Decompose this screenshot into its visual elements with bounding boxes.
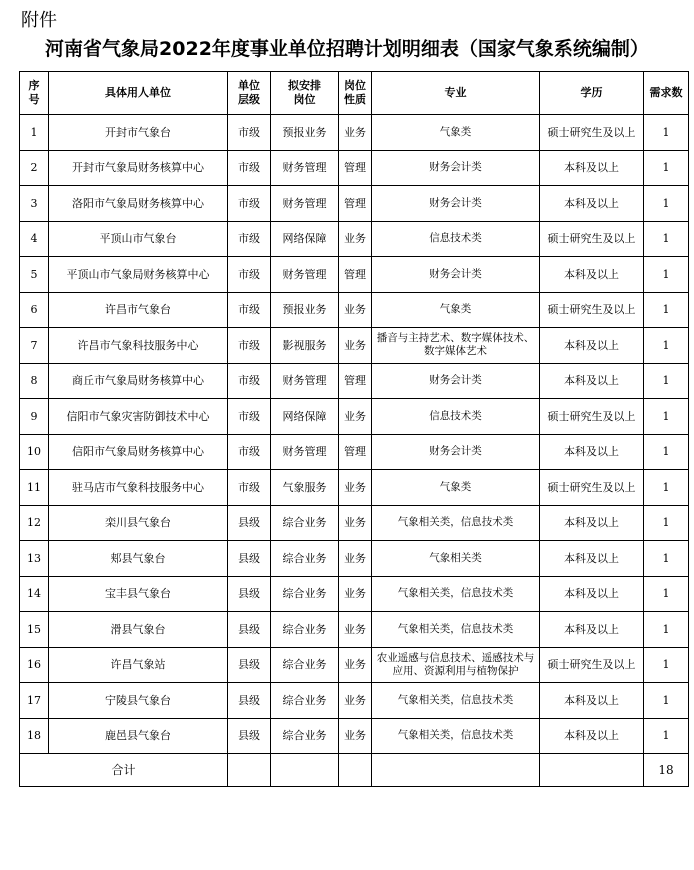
cell-edu: 硕士研究生及以上	[540, 399, 644, 435]
total-count: 18	[644, 754, 689, 787]
cell-level: 县级	[228, 505, 271, 541]
cell-count: 1	[644, 221, 689, 257]
cell-level: 县级	[228, 683, 271, 719]
cell-nature: 业务	[339, 541, 372, 577]
cell-level: 市级	[228, 328, 271, 364]
cell-level: 县级	[228, 541, 271, 577]
cell-major: 信息技术类	[372, 221, 540, 257]
cell-major: 农业遥感与信息技术、遥感技术与应用、资源利用与植物保护	[372, 647, 540, 683]
cell-level: 市级	[228, 434, 271, 470]
cell-nature: 业务	[339, 647, 372, 683]
cell-major: 财务会计类	[372, 363, 540, 399]
cell-major: 气象相关类，信息技术类	[372, 576, 540, 612]
cell-count: 1	[644, 186, 689, 222]
recruitment-table	[19, 71, 689, 787]
table-row	[20, 718, 689, 754]
cell-post: 财务管理	[271, 363, 339, 399]
cell-nature: 业务	[339, 718, 372, 754]
cell-unit: 许昌市气象台	[49, 292, 228, 328]
cell-post: 综合业务	[271, 683, 339, 719]
cell-unit: 平顶山市气象台	[49, 221, 228, 257]
cell-unit: 栾川县气象台	[49, 505, 228, 541]
cell-post: 财务管理	[271, 434, 339, 470]
cell-post: 财务管理	[271, 186, 339, 222]
cell-level: 市级	[228, 150, 271, 186]
cell-count: 1	[644, 399, 689, 435]
cell-unit: 开封市气象台	[49, 115, 228, 151]
cell-no: 18	[20, 718, 49, 754]
cell-count: 1	[644, 434, 689, 470]
cell-edu: 本科及以上	[540, 683, 644, 719]
cell-edu: 硕士研究生及以上	[540, 115, 644, 151]
cell-edu: 硕士研究生及以上	[540, 292, 644, 328]
table-row	[20, 186, 689, 222]
cell-unit: 开封市气象局财务核算中心	[49, 150, 228, 186]
table-row	[20, 470, 689, 506]
cell-major: 气象相关类	[372, 541, 540, 577]
cell-no: 17	[20, 683, 49, 719]
cell-nature: 业务	[339, 576, 372, 612]
table-row	[20, 399, 689, 435]
cell-level: 县级	[228, 647, 271, 683]
header-no: 序 号	[20, 72, 49, 115]
table-row	[20, 221, 689, 257]
header-major: 专业	[372, 72, 540, 115]
cell-no: 10	[20, 434, 49, 470]
total-empty-cell	[271, 754, 339, 787]
cell-level: 市级	[228, 363, 271, 399]
cell-no: 6	[20, 292, 49, 328]
total-empty-cell	[339, 754, 372, 787]
cell-edu: 本科及以上	[540, 541, 644, 577]
cell-unit: 商丘市气象局财务核算中心	[49, 363, 228, 399]
cell-count: 1	[644, 150, 689, 186]
cell-no: 1	[20, 115, 49, 151]
cell-post: 网络保障	[271, 221, 339, 257]
header-count: 需求数	[644, 72, 689, 115]
cell-post: 综合业务	[271, 541, 339, 577]
cell-major: 气象类	[372, 470, 540, 506]
cell-count: 1	[644, 505, 689, 541]
cell-unit: 洛阳市气象局财务核算中心	[49, 186, 228, 222]
cell-nature: 管理	[339, 150, 372, 186]
cell-no: 4	[20, 221, 49, 257]
total-label: 合计	[20, 754, 228, 787]
cell-unit: 许昌市气象科技服务中心	[49, 328, 228, 364]
header-edu: 学历	[540, 72, 644, 115]
cell-nature: 业务	[339, 683, 372, 719]
cell-post: 预报业务	[271, 292, 339, 328]
cell-post: 财务管理	[271, 150, 339, 186]
cell-count: 1	[644, 576, 689, 612]
attachment-label: 附件	[21, 10, 57, 31]
cell-nature: 管理	[339, 257, 372, 293]
cell-major: 财务会计类	[372, 257, 540, 293]
cell-no: 16	[20, 647, 49, 683]
cell-no: 5	[20, 257, 49, 293]
cell-edu: 硕士研究生及以上	[540, 221, 644, 257]
header-post: 拟安排 岗位	[271, 72, 339, 115]
cell-count: 1	[644, 257, 689, 293]
cell-no: 12	[20, 505, 49, 541]
cell-post: 网络保障	[271, 399, 339, 435]
cell-unit: 滑县气象台	[49, 612, 228, 648]
cell-edu: 硕士研究生及以上	[540, 647, 644, 683]
cell-post: 综合业务	[271, 612, 339, 648]
cell-post: 综合业务	[271, 576, 339, 612]
cell-nature: 业务	[339, 115, 372, 151]
cell-no: 3	[20, 186, 49, 222]
cell-unit: 平顶山市气象局财务核算中心	[49, 257, 228, 293]
cell-edu: 本科及以上	[540, 612, 644, 648]
cell-unit: 郏县气象台	[49, 541, 228, 577]
cell-count: 1	[644, 470, 689, 506]
table-row	[20, 612, 689, 648]
table-row	[20, 683, 689, 719]
cell-unit: 宁陵县气象台	[49, 683, 228, 719]
cell-no: 14	[20, 576, 49, 612]
cell-major: 财务会计类	[372, 434, 540, 470]
table-row	[20, 434, 689, 470]
cell-major: 信息技术类	[372, 399, 540, 435]
cell-level: 市级	[228, 221, 271, 257]
header-unit: 具体用人单位	[49, 72, 228, 115]
cell-level: 市级	[228, 186, 271, 222]
cell-edu: 本科及以上	[540, 257, 644, 293]
cell-no: 13	[20, 541, 49, 577]
cell-count: 1	[644, 683, 689, 719]
cell-level: 市级	[228, 470, 271, 506]
cell-nature: 业务	[339, 292, 372, 328]
table-row	[20, 115, 689, 151]
cell-count: 1	[644, 718, 689, 754]
cell-edu: 本科及以上	[540, 150, 644, 186]
cell-unit: 鹿邑县气象台	[49, 718, 228, 754]
table-row	[20, 292, 689, 328]
cell-level: 县级	[228, 612, 271, 648]
cell-count: 1	[644, 363, 689, 399]
cell-post: 影视服务	[271, 328, 339, 364]
cell-major: 播音与主持艺术、数字媒体技术、数字媒体艺术	[372, 328, 540, 364]
cell-no: 8	[20, 363, 49, 399]
page-title: 河南省气象局2022年度事业单位招聘计划明细表（国家气象系统编制）	[45, 38, 649, 60]
cell-nature: 业务	[339, 399, 372, 435]
cell-post: 财务管理	[271, 257, 339, 293]
cell-count: 1	[644, 328, 689, 364]
cell-unit: 信阳市气象灾害防御技术中心	[49, 399, 228, 435]
cell-edu: 本科及以上	[540, 718, 644, 754]
cell-no: 11	[20, 470, 49, 506]
cell-count: 1	[644, 541, 689, 577]
table-row	[20, 257, 689, 293]
cell-level: 市级	[228, 115, 271, 151]
cell-no: 2	[20, 150, 49, 186]
cell-nature: 业务	[339, 470, 372, 506]
cell-edu: 本科及以上	[540, 576, 644, 612]
cell-level: 市级	[228, 257, 271, 293]
cell-no: 7	[20, 328, 49, 364]
cell-count: 1	[644, 115, 689, 151]
total-empty-cell	[228, 754, 271, 787]
cell-major: 气象相关类，信息技术类	[372, 612, 540, 648]
cell-major: 气象相关类，信息技术类	[372, 683, 540, 719]
table-header-row	[20, 72, 689, 115]
header-level: 单位 层级	[228, 72, 271, 115]
cell-unit: 信阳市气象局财务核算中心	[49, 434, 228, 470]
cell-no: 9	[20, 399, 49, 435]
cell-edu: 本科及以上	[540, 328, 644, 364]
total-empty-cell	[540, 754, 644, 787]
total-row	[20, 754, 689, 787]
cell-nature: 业务	[339, 612, 372, 648]
cell-post: 综合业务	[271, 505, 339, 541]
cell-major: 气象相关类，信息技术类	[372, 505, 540, 541]
cell-count: 1	[644, 647, 689, 683]
header-nature: 岗位 性质	[339, 72, 372, 115]
cell-level: 县级	[228, 718, 271, 754]
cell-edu: 本科及以上	[540, 505, 644, 541]
cell-major: 财务会计类	[372, 150, 540, 186]
cell-nature: 管理	[339, 186, 372, 222]
table-row	[20, 363, 689, 399]
cell-count: 1	[644, 612, 689, 648]
cell-level: 市级	[228, 399, 271, 435]
cell-edu: 本科及以上	[540, 434, 644, 470]
cell-count: 1	[644, 292, 689, 328]
cell-post: 综合业务	[271, 647, 339, 683]
cell-level: 市级	[228, 292, 271, 328]
cell-nature: 业务	[339, 505, 372, 541]
table-row	[20, 541, 689, 577]
table-row	[20, 150, 689, 186]
cell-nature: 业务	[339, 328, 372, 364]
cell-major: 气象类	[372, 115, 540, 151]
cell-major: 气象相关类，信息技术类	[372, 718, 540, 754]
cell-level: 县级	[228, 576, 271, 612]
cell-post: 气象服务	[271, 470, 339, 506]
cell-unit: 驻马店市气象科技服务中心	[49, 470, 228, 506]
cell-unit: 许昌气象站	[49, 647, 228, 683]
table-body	[20, 115, 689, 754]
cell-edu: 本科及以上	[540, 186, 644, 222]
table-row	[20, 328, 689, 364]
cell-major: 财务会计类	[372, 186, 540, 222]
total-empty-cell	[372, 754, 540, 787]
cell-nature: 业务	[339, 221, 372, 257]
cell-nature: 管理	[339, 434, 372, 470]
cell-post: 综合业务	[271, 718, 339, 754]
table-row	[20, 505, 689, 541]
cell-edu: 本科及以上	[540, 363, 644, 399]
cell-nature: 管理	[339, 363, 372, 399]
table-row	[20, 647, 689, 683]
cell-unit: 宝丰县气象台	[49, 576, 228, 612]
cell-post: 预报业务	[271, 115, 339, 151]
cell-no: 15	[20, 612, 49, 648]
cell-major: 气象类	[372, 292, 540, 328]
table-row	[20, 576, 689, 612]
cell-edu: 硕士研究生及以上	[540, 470, 644, 506]
